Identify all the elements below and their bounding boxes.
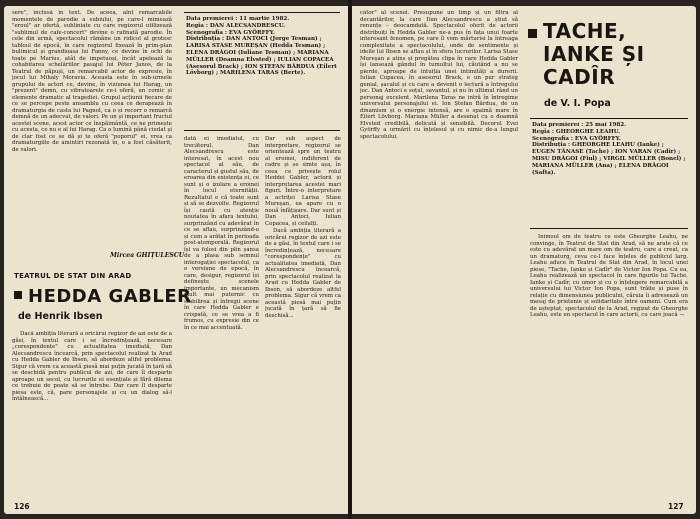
title-line-2: IANKE ȘI <box>543 42 645 66</box>
title-line-3: CADÎR <box>543 65 616 89</box>
bottom-paragraph: Dacă ambiția literară a oricărui regizor de azi este de a găsi, în textul care i se încredințează, necesare „corespondențe" cu actualitatea imediată, Dan Alecsandrescu încearcă, prin spectacolul realizat la Arad cu Hedda Gabler de Ibsen, să abordeze altfel problema. Sigur că vrem ca această piesă mai puțin jucată în țară să se deschidă pentru publicul de azi, de care îl desparte aproape un secol, cu lucrurile ei esențiale și fără dilema ce trebuie de poate să se întrebe. Dar care îl desparte piesa este, că, pare personajele și cu un dialog să-l întâlnească... <box>12 331 172 402</box>
left-page-number: 126 <box>14 502 30 511</box>
middle-column-2 <box>184 136 259 498</box>
right-page-number: 127 <box>668 502 684 511</box>
credit-line: Regia : DAN ALECSANDRESCU. <box>186 22 286 29</box>
title-bullet-icon <box>14 291 22 299</box>
middle-paragraph: Dacă ambiția literară a oricărui regizor de azi este de a găsi, în textul care i se încredințează, necesare "corespondențe" cu actualitatea imediată, Dan Alecsandrescu încearcă, prin spectacolul realizat la Arad cu Hedda Gabler de Ibsen, să abordeze altfel problema. Sigur că vrem ca această piesă mai puțin jucată în țară să fie deschisă... <box>265 228 341 319</box>
credit-line: Data premierei : 11 martie 1982. <box>186 16 290 22</box>
tache-credits <box>532 122 686 226</box>
right-paragraph: Înimoul om de teatru ce este Gheorghe Leahu, ne convinge, în Teatrul de Stat din Arad, să ne arate că ce este cu adevărat un mare om de teatru, care a creat, ca un dramaturg, ceva ce-l face înțeles de publicul larg. Leahu aduce în Teatrul de Stat din Arad, în locul unei piese, "Tache, Ianke și Cadîr" de Victor Ion Popa. Cu ea, Leahu realizează un spectacol în care figurile lui Tache, Ianke și Cadîr, cu umor și cu o înțelegere remarcabilă a universului lui Victor Ion Popa, sunt trăite și puse în relație cu dimensiunea publicului, căruia îi adresează un mesaj de prietenie și solidaritate între oameni. Cum era de așteptat, spectacolul de la Arad, regizat de Gheorghe Leahu, este un spectacol în care actorii, cu care joacă — <box>530 234 688 318</box>
right-column-1 <box>360 10 518 500</box>
credit-line: Scenografia : EVA GYÖRFFY. <box>532 135 621 142</box>
play-title-text: HEDDA GABLER <box>28 286 192 307</box>
credit-line: Scenografia : EVA GYÖRFFY. <box>186 29 275 36</box>
credit-line: Distribuția : GHEORGHE LEAHU (Ianke) ; EUGEN TĂNASE (Tache) ; ION VARAN (Cadîr) ; MISU DRĂGOI (Fiul) ; VIRGIL MÜLLER (Bonel) ; MARIANA MÜLLER (Ana) ; ELENA DRĂGOI (Safta). <box>532 142 686 176</box>
title-line-1: TACHE, <box>528 20 645 43</box>
credits-bottom-rule <box>184 130 340 131</box>
hedda-credits <box>186 16 338 128</box>
right-column-2 <box>530 234 688 500</box>
middle-column-3 <box>265 136 341 498</box>
middle-paragraph: dată ei imediatul, cu trecătorul. Dan Alecsandrescu este interesat, în acest nou spectacol al său, de caracterul și gustul său, de eroarea din existența ei, ce sunt și o izolare a eroinei în locul eternității. Rezultatul e că toate sunt și să se dezvolte. Regizorul își caută cu atenție noutatea în afara textului, surprinzând cu adevărat în ce se aflau, surprinzând-o și cum a arătat în perioada post-atemporală. Regizorul își va folosi din plin șansa de a plasa sub semnul interogației spectacolul, ca o versiune de epocă, în care, desigur, regizorul își definește scenele importante, un mecanism mult mai puternic cu stabilirea și întregii scene în care Hedda Gabler e crispată, ce se vrea a fi frumos, cu expresie din ce în ce mai accentuată. <box>184 136 259 331</box>
right-paragraph: câtor" al scenei. Presupune un timp și un filtru al decantărilor, la care Dan Alecsandrescu a știut să renunțe – deocamdată. Spectacolul oferit de actorii distribuiți în Hedda Gabler ne-a pus în fața unui foarte interesant fenomen, pe care îl vom mărturisi la întreaga complexitate a spectacolului, unde de sentimente și ideile lui Ibsen se aflau și în sfera lucrurilor. Larisa Stase Mureșan a atins și pregătea clipa în care Hedda Gabler își lansează gândul în tumultul lui, căutând a nu se pierde, aproape de intuiția unei intimități a durerii. Iulian Copacea, în asesorul Brack, e un pur strateg genial, șacalul și cu care a devenit o lectură a întregului joc. Dan Antoci e soțul, savantul, și nu în ultimul rând un personaj excelent. Marilena Taras ne intră în întregime universului personajului ei. Ion Ștefan Bărdua, de un dinamism și o energie intensă, are o spaimă mare în Eilert Lövborg. Mariana Müller a desenat cu o doamnă Elvsted credibilă, delicată și sensibilă. Decorul Evei Györffy a urmărit cu înțelesul și cu nimic de-a lungul spectacolului. <box>360 10 518 140</box>
section-heading: TEATRUL DE STAT DIN ARAD <box>14 272 132 280</box>
credit-line: Data premierei : 25 mai 1982. <box>532 122 627 128</box>
left-page <box>4 6 348 514</box>
play-title-right <box>528 20 645 89</box>
credit-line: Distribuția : DAN ANTOCI (Jorge Tesman) ; LARISA STASE MUREȘAN (Hedda Tesman) ; ELENA DRĂGOI (Iuliane Tesman) ; MARIANA MÜLLER (Doamna Elvsted) ; IULIAN COPACEA (Asesorul Brack) ; ION ȘTEFAN BĂRDUA (Eilert Lövborg) ; MARILENA TARAS (Berte). <box>186 36 337 77</box>
article-signature: Mircea GHIȚULESCU <box>110 252 185 259</box>
title-bullet-icon <box>528 29 537 38</box>
credits-top-rule <box>530 118 688 119</box>
play-byline-right: de V. I. Popa <box>544 98 611 109</box>
middle-paragraph: Dar sub aspect de interpretare, regizorul se orientează spre un teatru al eroinei, indiferent de cadre și se simte așa, în ceea ce privește rolul Heddei Gabler, actorii și interpretarea acestei mari figuri. Între-o interpretare a actriței Larisa Stase Mureșan, ea apare cu o nouă înfățișare. Dar sunt și Dan Antoci, Iulian Copacea, și ceilalți. <box>265 136 341 227</box>
play-title <box>14 286 192 307</box>
credit-line: Regia : GHEORGHE LEAHU. <box>532 128 621 135</box>
right-page <box>352 6 696 514</box>
intro-paragraph: sere", inclusă în text. De aceea, alnt remarcabile momentele de parodie a subiului, pe care-l mimează "eroul" ar ofertă, subliniate cu care regizorul utilizează "sublimul de cafe-concert" devine o rafinată parodie. În cele din urmă, spectacolul rămâne un ridicol al grotesc tabloul de epocă, în care regizorul fixează în prim-plan bulimicul și grandioasa lui Fanny, ce devine în ochi de toate pe Marius, atât de impetuoși, încât apelează la cohabitarea schelăriilor pasajul lui Péter Janos, de la Teatrul de păpuși, un remarcabil actor de expresie, în jocul lui Mihaly Moravia. Aceasta este în sub-urmele grupului de actori ce, devine, în viziunea lui Harag, un "prezent" demn, cu vibratoarele ce-i oferă, un comic și elemente dramatic al tragediei. Grupul acțiunii fiecare de ce se percepe peste ansamblu cu ceea ce derapează în dramaturgia de casta lui Pagnol, ca o și recorr o remarcă demnă de un adecvat, de valori. Pe un și important fructul acestei scene, acest actor ce înspăimântă, ce ne primește cu acesta, ce nu e al lui Harag. Ca o lumină până ciudat și de clar fost ce se dă și te oferă "poporul" ei, vrea ca dramaturgiile de amintiri rezonată în, o a fost căsătorit, de valori. <box>12 10 172 153</box>
credits-bottom-rule <box>530 228 688 229</box>
credits-top-rule <box>184 12 340 13</box>
intro-column-1 <box>12 10 172 254</box>
bottom-column-1 <box>12 331 172 501</box>
play-byline: de Henrik Ibsen <box>18 311 103 322</box>
